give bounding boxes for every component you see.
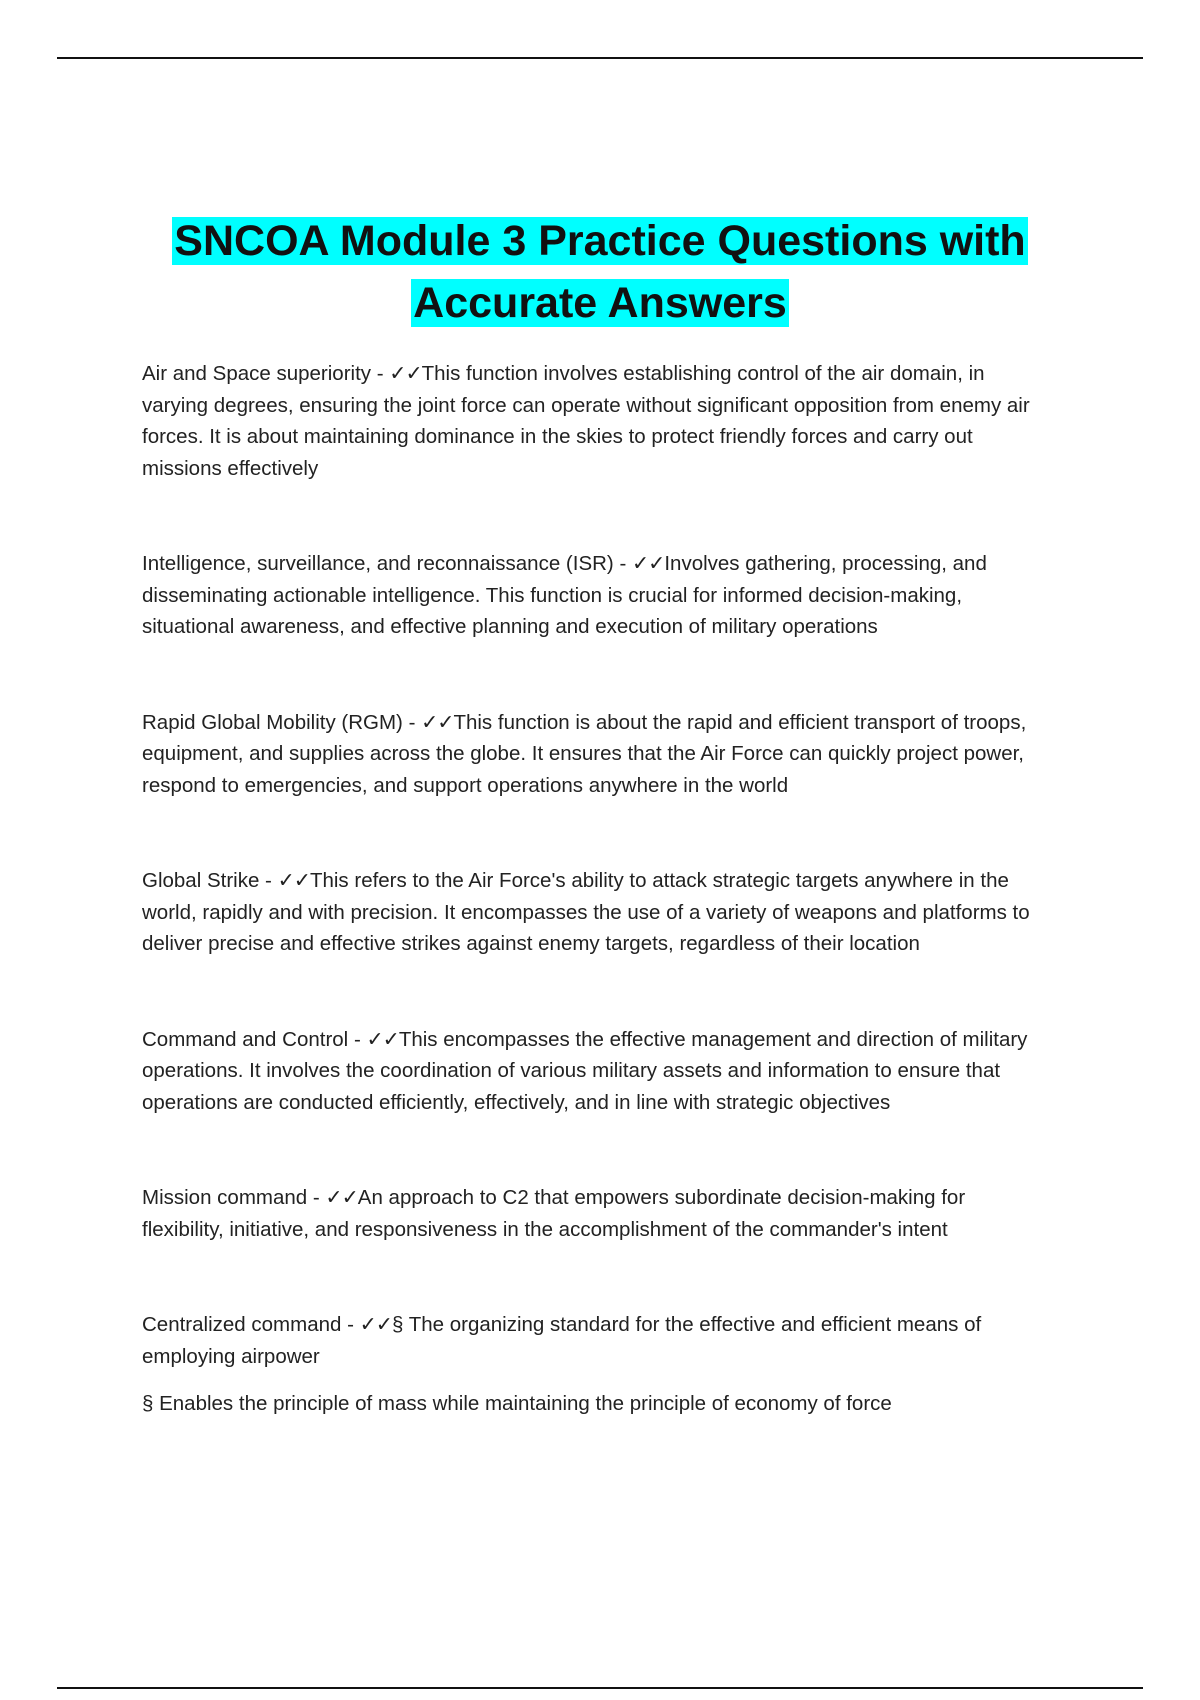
bottom-rule	[57, 1687, 1143, 1689]
qa-item	[142, 1182, 1042, 1245]
qa-item	[142, 1024, 1042, 1119]
check-icon: ✓✓	[359, 1313, 392, 1336]
title-line-2: Accurate Answers	[413, 279, 787, 327]
qa-definition: An approach to C2 that empowers subordinate decision-making for flexibility, initiative, and responsiveness in the accomplishment of the commander's intent	[142, 1186, 966, 1241]
qa-definition: This encompasses the effective management and direction of military operations. It involves the coordination of various military assets and information to ensure that operations are conducted efficiently, effectively, and in line with strategic objectives	[142, 1027, 1028, 1114]
qa-definition: This function involves establishing control of the air domain, in varying degrees, ensuring the joint force can operate without significant opposition from enemy air forces. It is about maintaining dominance in the skies to protect friendly forces and carry out missions effectively	[142, 362, 1030, 480]
qa-definition: Involves gathering, processing, and disseminating actionable intelligence. This function is crucial for informed decision-making, situational awareness, and effective planning and execution of military operations	[142, 552, 987, 638]
check-icon: ✓✓	[631, 552, 665, 575]
qa-separator: -	[259, 869, 278, 892]
qa-item	[142, 548, 1042, 643]
qa-term: Air and Space superiority	[142, 362, 372, 385]
title-block	[0, 210, 1200, 334]
qa-separator: -	[371, 362, 390, 385]
qa-term: Centralized command	[142, 1313, 342, 1336]
qa-list	[142, 358, 1042, 1420]
qa-item	[142, 707, 1042, 802]
qa-definition: This function is about the rapid and efficient transport of troops, equipment, and supplies across the globe. It ensures that the Air Force can quickly project power, respond to emergencies, and support operations anywhere in the world	[142, 710, 1027, 797]
document-title	[0, 210, 1200, 334]
qa-separator: -	[613, 552, 632, 575]
qa-separator: -	[307, 1186, 326, 1209]
qa-separator: -	[341, 1313, 360, 1336]
qa-separator: -	[348, 1027, 367, 1051]
qa-term: Mission command	[142, 1186, 308, 1209]
check-icon: ✓✓	[277, 869, 310, 892]
qa-separator: -	[402, 710, 422, 734]
qa-item	[142, 358, 1042, 484]
qa-term: Rapid Global Mobility (RGM)	[142, 710, 403, 734]
check-icon: ✓✓	[421, 710, 454, 734]
top-rule	[57, 57, 1143, 59]
check-icon: ✓✓	[389, 362, 422, 385]
title-line-1: SNCOA Module 3 Practice Questions with	[174, 217, 1026, 265]
qa-term: Intelligence, surveillance, and reconnaissance (ISR)	[142, 552, 614, 575]
qa-definition: This refers to the Air Force's ability to attack strategic targets anywhere in the world, rapidly and with precision. It encompasses the use of a variety of weapons and platforms to deliver precise and effective strikes against enemy targets, regardless of their location	[142, 869, 1030, 955]
check-icon: ✓✓	[325, 1186, 358, 1209]
qa-definition: § The organizing standard for the effective and efficient means of employing airpower	[142, 1313, 982, 1368]
check-icon: ✓✓	[366, 1027, 399, 1051]
qa-term: Command and Control	[142, 1027, 349, 1051]
qa-item	[142, 865, 1042, 960]
qa-item	[142, 1309, 1042, 1372]
qa-extra-line: § Enables the principle of mass while maintaining the principle of economy of force	[142, 1392, 892, 1415]
qa-term: Global Strike	[142, 869, 260, 892]
